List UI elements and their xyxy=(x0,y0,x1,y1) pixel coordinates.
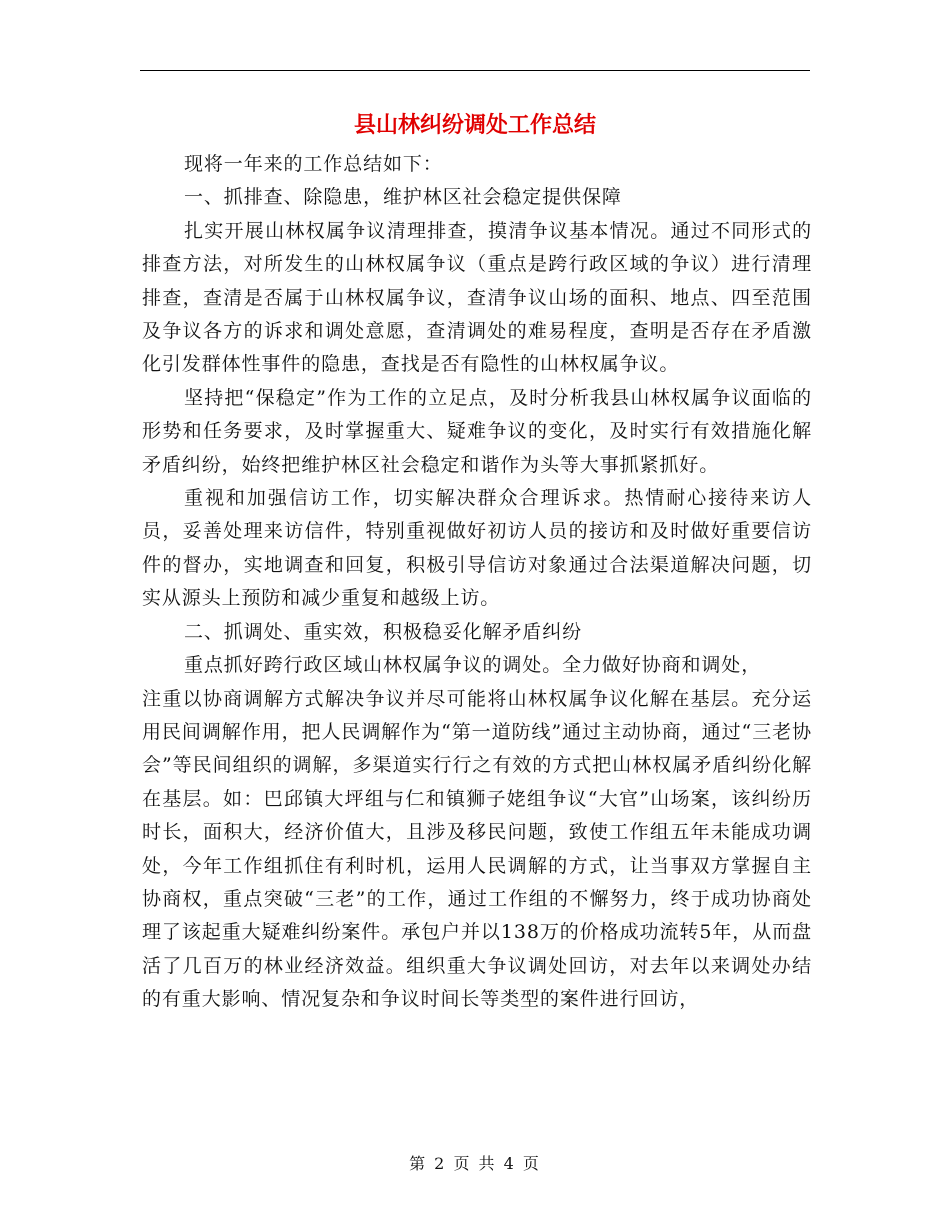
paragraph: 重视和加强信访工作，切实解决群众合理诉求。热情耐心接待来访人员，妥善处理来访信件，特别重视做好初访人员的接访和及时做好重要信访件的督办，实地调查和回复，积极引导信访对象通过合法渠道解决问题，切实从源头上预防和减少重复和越级上访。 xyxy=(142,487,812,610)
paragraph: 重点抓好跨行政区域山林权属争议的调处。全力做好协商和调处， xyxy=(184,654,762,677)
paragraph-intro: 现将一年来的工作总结如下： xyxy=(184,153,443,175)
paragraph: 扎实开展山林权属争议清理排查，摸清争议基本情况。通过不同形式的排查方法，对所发生的山林权属争议（重点是跨行政区域的争议）进行清理排查，查清是否属于山林权属争议，查清争议山场的面积、地点、四至范围及争议各方的诉求和调处意愿，查清调处的难易程度，查明是否存在矛盾激化引发群体性事件的隐患，查找是否有隐性的山林权属争议。 xyxy=(142,219,812,376)
paragraph-continued: 注重以协商调解方式解决争议并尽可能将山林权属争议化解在基层。充分运用民间调解作用，把人民调解作为“第一道防线”通过主动协商，通过“三老协会”等民间组织的调解，多渠道实行行之有效的方式把山林权属矛盾纠纷化解在基层。如：巴邱镇大坪组与仁和镇狮子姥组争议“大官”山场案，该纠纷历时长，面积大，经济价值大，且涉及移民问题，致使工作组五年未能成功调处，今年工作组抓住有利时机，运用人民调解的方式，让当事双方掌握自主协商权，重点突破“三老”的工作，通过工作组的不懈努力，终于成功协商处理了该起重大疑难纠纷案件。承包户并以138万的价格成功流转5年，从而盘活了几百万的林业经济效益。组织重大争议调处回访，对去年以来调处办结的有重大影响、情况复杂和争议时间长等类型的案件进行回访， xyxy=(142,687,812,1011)
page-number: 第 2 页 共 4 页 xyxy=(409,1154,541,1173)
header-rule xyxy=(140,70,810,71)
paragraph: 坚持把“保稳定”作为工作的立足点，及时分析我县山林权属争议面临的形势和任务要求，及时掌握重大、疑难争议的变化，及时实行有效措施化解矛盾纠纷，始终把维护林区社会稳定和谐作为头等大事抓紧抓好。 xyxy=(142,386,812,476)
section-heading-1: 一、抓排查、除隐患，维护林区社会稳定提供保障 xyxy=(184,186,622,209)
document-body xyxy=(142,148,812,1017)
section-heading-2: 二、抓调处、重实效，积极稳妥化解矛盾纠纷 xyxy=(184,620,583,643)
document-title: 县山林纠纷调处工作总结 xyxy=(353,113,596,138)
